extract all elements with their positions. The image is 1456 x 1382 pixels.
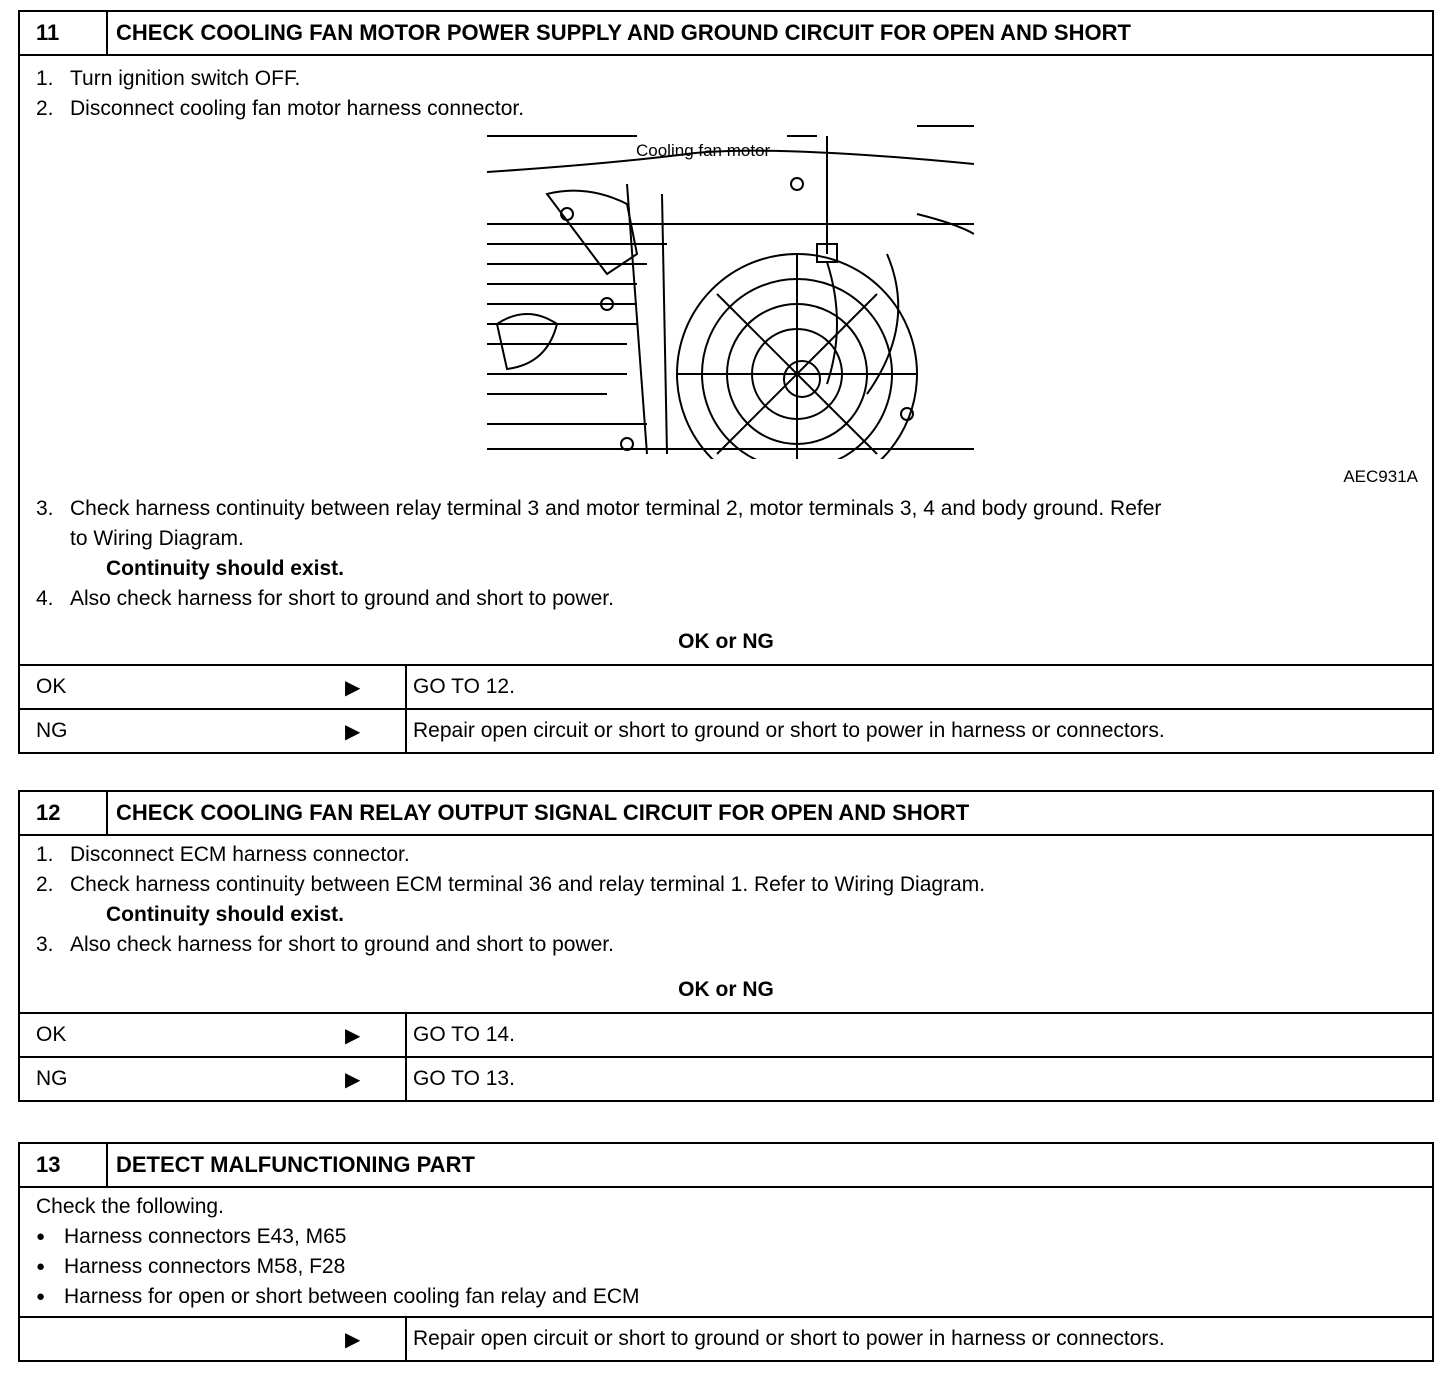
step-title: CHECK COOLING FAN MOTOR POWER SUPPLY AND GROUND CIRCUIT FOR OPEN AND SHORT [116, 20, 1131, 45]
arrow-icon: ▶ [345, 676, 361, 699]
step-11 [18, 10, 1434, 754]
check-item: Harness connectors E43, M65 [64, 1225, 347, 1248]
result-action: GO TO 14. [413, 1023, 515, 1046]
arrow-icon: ▶ [345, 1328, 361, 1351]
result-action: Repair open circuit or short to ground or short to power in harness or connectors. [413, 719, 1165, 742]
figure [36, 124, 1416, 494]
instruction: Disconnect ECM harness connector. [70, 843, 410, 866]
note: Continuity should exist. [106, 557, 345, 580]
result-row-ng [20, 708, 1432, 752]
bullet-icon: ● [36, 1258, 46, 1275]
result-action: GO TO 12. [413, 675, 515, 698]
item-number: 2. [36, 873, 54, 896]
item-number: 1. [36, 843, 54, 866]
cooling-fan-motor-illustration [487, 124, 974, 459]
check-item: Harness for open or short between cooling fan relay and ECM [64, 1285, 640, 1308]
result-action: GO TO 13. [413, 1067, 515, 1090]
arrow-icon: ▶ [345, 1024, 361, 1047]
check-item: Harness connectors M58, F28 [64, 1255, 346, 1278]
result-row [20, 1318, 1432, 1360]
note: Continuity should exist. [106, 903, 345, 926]
ok-or-ng-label: OK or NG [20, 620, 1432, 666]
instruction-continued: to Wiring Diagram. [70, 527, 244, 550]
instruction: Turn ignition switch OFF. [70, 67, 301, 90]
arrow-icon: ▶ [345, 1068, 361, 1091]
ok-or-ng-label: OK or NG [20, 968, 1432, 1014]
result-label: OK [36, 675, 67, 698]
result-label: NG [36, 719, 68, 742]
result-label: NG [36, 1067, 68, 1090]
instruction: Disconnect cooling fan motor harness connector. [70, 97, 525, 120]
bullet-icon: ● [36, 1288, 46, 1305]
result-row-ng [20, 1056, 1432, 1100]
result-action: Repair open circuit or short to ground or short to power in harness or connectors. [413, 1327, 1165, 1350]
step-number: 12 [20, 792, 108, 834]
item-number: 4. [36, 587, 54, 610]
bullet-icon: ● [36, 1228, 46, 1245]
result-label: OK [36, 1023, 67, 1046]
intro: Check the following. [36, 1195, 224, 1218]
item-number: 1. [36, 67, 54, 90]
item-number: 2. [36, 97, 54, 120]
step-13 [18, 1142, 1434, 1362]
step-number: 11 [20, 12, 108, 54]
instruction: Also check harness for short to ground and short to power. [70, 587, 614, 610]
result-row-ok [20, 1014, 1432, 1056]
result-row-ok [20, 666, 1432, 708]
item-number: 3. [36, 933, 54, 956]
item-number: 3. [36, 497, 54, 520]
step-number: 13 [20, 1144, 108, 1186]
step-12 [18, 790, 1434, 1102]
instruction: Check harness continuity between ECM terminal 36 and relay terminal 1. Refer to Wiring Diagram. [70, 873, 986, 896]
arrow-icon: ▶ [345, 720, 361, 743]
step-title: DETECT MALFUNCTIONING PART [116, 1152, 475, 1177]
figure-label: Cooling fan motor [636, 141, 771, 160]
figure-id: AEC931A [1343, 467, 1418, 486]
instruction: Check harness continuity between relay terminal 3 and motor terminal 2, motor terminals 3, 4 and body ground. Refer [70, 497, 1162, 520]
instruction: Also check harness for short to ground and short to power. [70, 933, 614, 956]
step-title: CHECK COOLING FAN RELAY OUTPUT SIGNAL CIRCUIT FOR OPEN AND SHORT [116, 800, 970, 825]
